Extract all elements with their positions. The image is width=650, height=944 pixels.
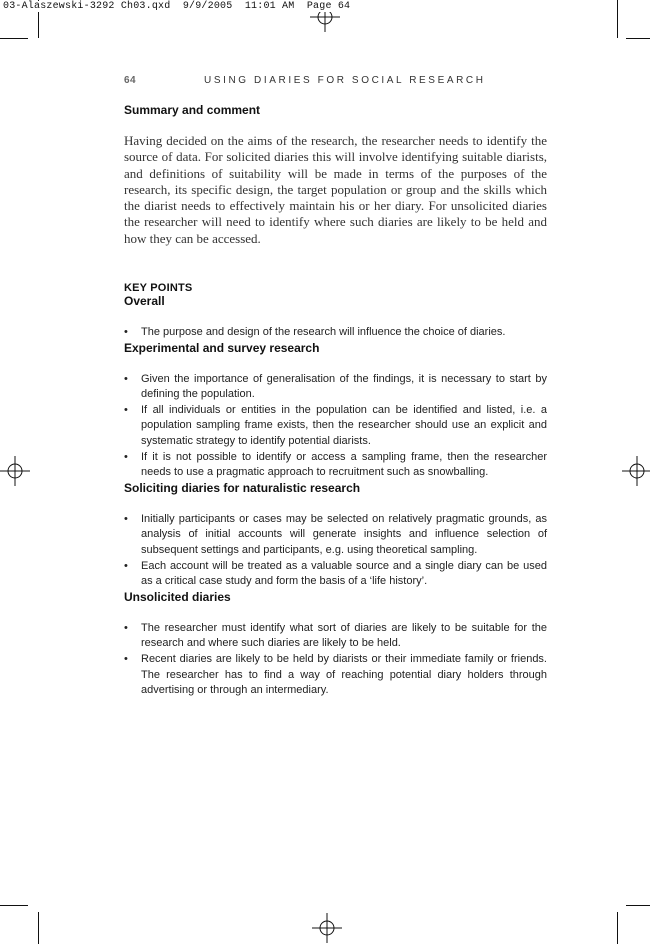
bullet-glyph: • (124, 559, 128, 572)
page-body (124, 103, 547, 699)
list-item-text: The researcher must identify what sort of diaries are likely to be suitable for the research and where such diaries are likely to be held. (141, 621, 547, 650)
bullet-glyph: • (124, 652, 128, 665)
bullet-glyph: • (124, 403, 128, 416)
bullet-glyph: • (124, 621, 128, 634)
registration-mark-right (622, 456, 650, 486)
crop-mark-bottom-right-vertical (617, 912, 618, 944)
crop-mark-top-right-horizontal (626, 38, 650, 39)
bullet-glyph: • (124, 372, 128, 385)
crop-mark-bottom-left-vertical (38, 912, 39, 944)
list-item (124, 450, 547, 481)
list-item (124, 652, 547, 699)
list-item (124, 372, 547, 403)
list-item-text: The purpose and design of the research will influence the choice of diaries. (141, 326, 506, 339)
subheading-unsolicited: Unsolicited diaries (124, 589, 231, 604)
subheading-experimental-survey: Experimental and survey research (124, 340, 320, 355)
bullet-glyph: • (124, 512, 128, 525)
list-item-text: If all individuals or entities in the population can be identified and listed, i.e. a population sampling frame exists, then the researcher should use an explicit and systematic strategy to identify potential diarists. (141, 403, 547, 448)
crop-mark-top-right-vertical (617, 0, 618, 38)
crop-mark-top-left-horizontal (0, 38, 28, 39)
crop-mark-bottom-right-horizontal (626, 905, 650, 906)
list-item-text: Each account will be treated as a valuable source and a single diary can be used as a critical case study and form the basis of a ‘life history’. (141, 559, 547, 588)
running-head: USING DIARIES FOR SOCIAL RESEARCH (204, 75, 486, 86)
list-item-text: If it is not possible to identify or access a sampling frame, then the researcher needs to use a pragmatic approach to recruitment such as snowballing. (141, 450, 547, 479)
list-item (124, 621, 547, 652)
bullet-list-unsolicited (124, 621, 547, 699)
summary-heading: Summary and comment (124, 103, 261, 117)
list-item-text: Initially participants or cases may be selected on relatively pragmatic grounds, as analysis of initial accounts will generate insights and influence selection of subsequent settings and participants, e.g. using theoretical sampling. (141, 512, 547, 557)
list-item (124, 559, 547, 590)
registration-mark-left (0, 456, 30, 486)
key-points-heading: KEY POINTS (124, 282, 193, 295)
subheading-overall: Overall (124, 294, 165, 309)
printer-slug: 03-Alaszewski-3292 Ch03.qxd 9/9/2005 11:01 AM Page 64 (3, 1, 351, 12)
list-item (124, 403, 547, 450)
bullet-list-experimental-survey (124, 372, 547, 481)
bullet-list-naturalistic (124, 512, 547, 590)
page-number: 64 (124, 75, 137, 86)
crop-mark-bottom-left-horizontal (0, 905, 28, 906)
bullet-glyph: • (124, 450, 128, 463)
summary-paragraph: Having decided on the aims of the research, the researcher needs to identify the source of data. For solicited diaries this will involve identifying suitable diarists, and definitions of suitability will be made in terms of the purposes of the research, its specific design, the target population or group and the skills which the diarist needs to effectively maintain his or her diary. For unsolicited diaries the researcher will need to identify where such diaries are likely to be held and how they can be accessed. (124, 133, 547, 246)
list-item (124, 325, 547, 341)
list-item (124, 512, 547, 559)
registration-mark-bottom (312, 913, 342, 943)
bullet-glyph: • (124, 326, 128, 339)
subheading-naturalistic: Soliciting diaries for naturalistic research (124, 480, 361, 495)
list-item-text: Given the importance of generalisation of the findings, it is necessary to start by defining the population. (141, 372, 547, 401)
bullet-list-overall (124, 325, 547, 341)
list-item-text: Recent diaries are likely to be held by diarists or their immediate family or friends. The researcher has to find a way of reaching potential diary holders through advertising or through an intermediary. (141, 652, 547, 697)
